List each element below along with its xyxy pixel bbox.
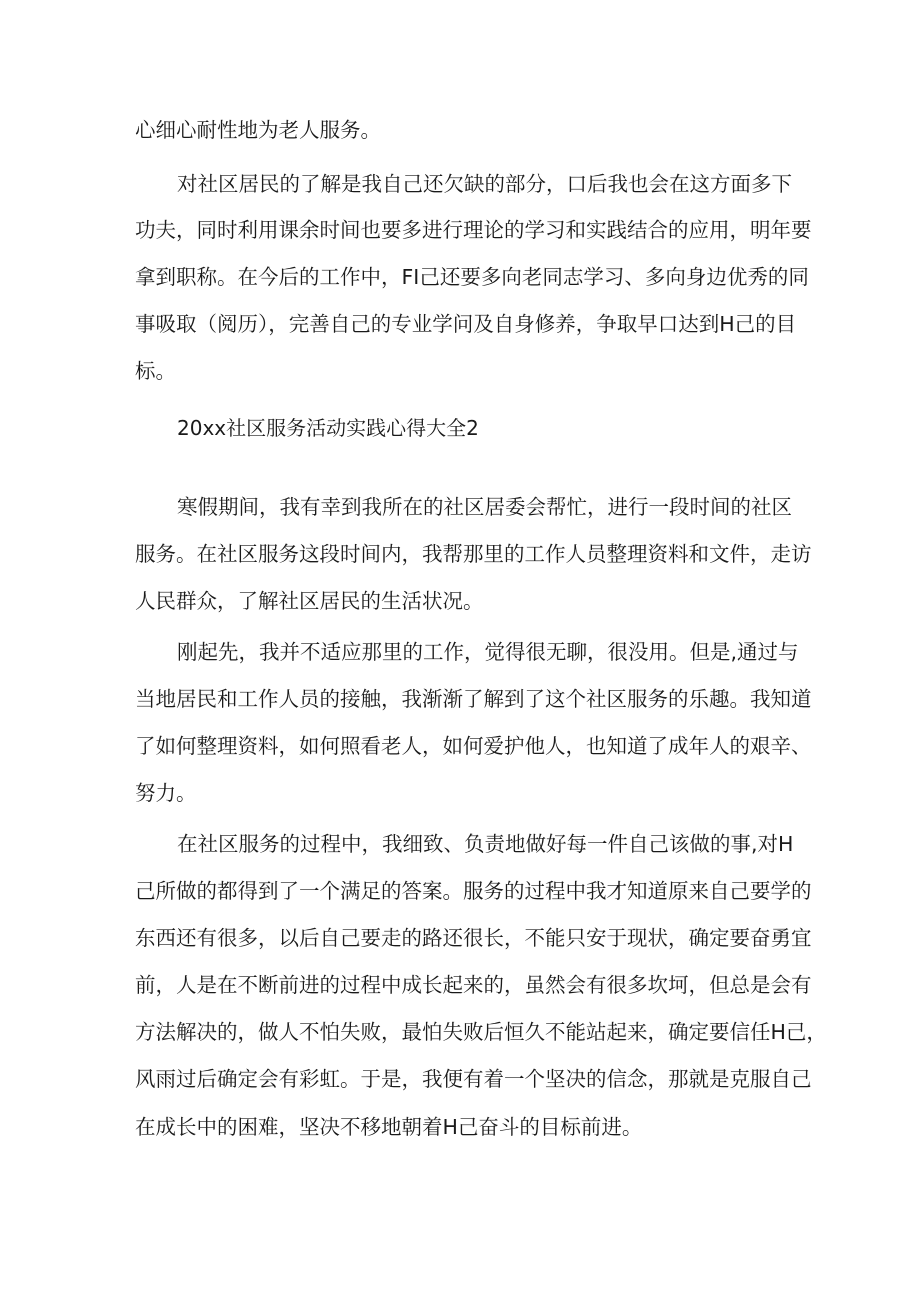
paragraph-line: 人民群众，了解社区居民的生活状况。	[135, 589, 484, 613]
paragraph-line: 寒假期间，我有幸到我所在的社区居委会帮忙，进行一段时间的社区	[177, 495, 792, 519]
paragraph-line: 事吸取（阅历），完善自己的专业学问及自身修养，争取早口达到H己的目	[135, 312, 797, 336]
paragraph-line: 己所做的都得到了一个满足的答案。服务的过程中我才知道原来自己要学的	[135, 879, 812, 903]
paragraph-line: 在社区服务的过程中，我细致、负责地做好每一件自己该做的事,对H	[177, 832, 794, 856]
paragraph-line: 东西还有很多，以后自己要走的路还很长，不能只安于现状，确定要奋勇宜	[135, 926, 812, 950]
paragraph-line: 心细心耐性地为老人服务。	[135, 118, 381, 142]
paragraph-line: 刚起先，我并不适应那里的工作，觉得很无聊，很没用。但是,通过与	[177, 640, 799, 664]
paragraph-line: 前，人是在不断前进的过程中成长起来的，虽然会有很多坎坷，但总是会有	[135, 973, 812, 997]
paragraph-line: 努力。	[135, 781, 197, 805]
paragraph-line: 对社区居民的了解是我自己还欠缺的部分，口后我也会在这方面多下	[177, 172, 792, 196]
paragraph-line: 方法解决的，做人不怕失败，最怕失败后恒久不能站起来，确定要信任H己，	[135, 1020, 827, 1044]
paragraph-line: 风雨过后确定会有彩虹。于是，我便有着一个坚决的信念，那就是克服自己	[135, 1067, 812, 1091]
paragraph-line: 标。	[135, 359, 176, 383]
paragraph-line: 服务。在社区服务这段时间内，我帮那里的工作人员整理资料和文件，走访	[135, 542, 812, 566]
section-heading: 20xx社区服务活动实践心得大全2	[177, 416, 479, 440]
paragraph-line: 功夫，同时利用课余时间也要多进行理论的学习和实践结合的应用，明年要	[135, 218, 812, 242]
paragraph-line: 拿到职称。在今后的工作中，FI己还要多向老同志学习、多向身边优秀的同	[135, 265, 809, 289]
paragraph-line: 在成长中的困难，坚决不移地朝着H己奋斗的目标前进。	[135, 1115, 643, 1139]
paragraph-line: 了如何整理资料，如何照看老人，如何爱护他人，也知道了成年人的艰辛、	[135, 734, 812, 758]
paragraph-line: 当地居民和工作人员的接触，我渐渐了解到了这个社区服务的乐趣。我知道	[135, 687, 812, 711]
